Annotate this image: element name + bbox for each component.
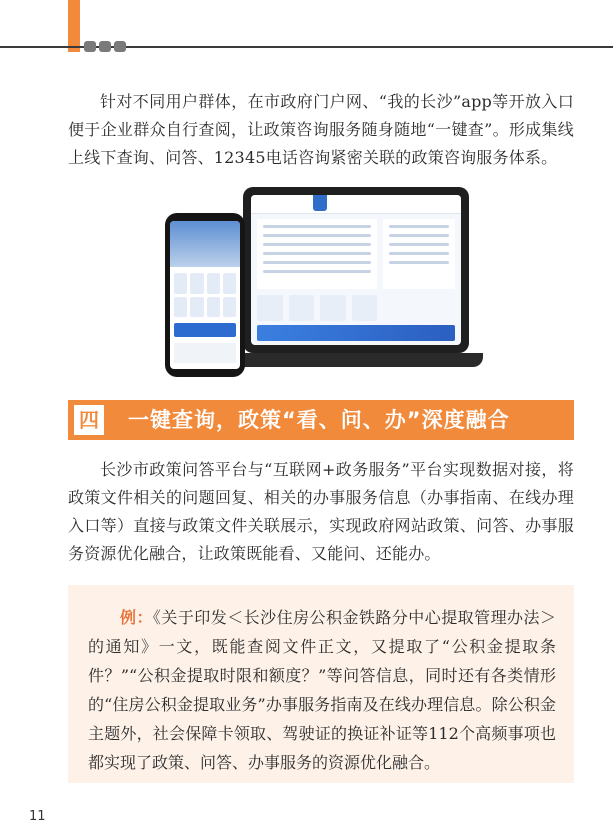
tablet-keyboard [235,353,483,367]
example-paragraph [88,603,556,777]
phone-screen [170,221,240,369]
dot [114,41,126,52]
tablet-banner [257,325,455,341]
tablet-topbar [251,195,461,214]
tablet-device [243,187,469,353]
page-number: 11 [29,809,46,824]
tablet-sidebar [383,219,455,289]
header-dots [84,41,126,52]
section-title: 一键查询，政策“看、问、办”深度融合 [128,408,510,432]
section-number: 四 [74,405,104,435]
intro-paragraph: 针对不同用户群体，在市政府门户网、“我的长沙”app等开放入口便于企业群众自行查阅，让政策咨询服务随身随地“一键查”。形成集线上线下查询、问答、12345电话咨询紧密关联的政策咨询服务体系。 [68,92,574,167]
phone-icon-grid [174,273,236,317]
tablet-list [257,219,377,289]
phone-device [165,213,245,377]
phone-city-banner [170,221,240,267]
section-heading [68,400,574,440]
phone-promo-banner [174,323,236,337]
body-paragraph: 长沙市政策问答平台与“互联网+政务服务”平台实现数据对接，将政策文件相关的问题回复、相关的办事服务信息（办事指南、在线办理入口等）直接与政策文件关联展示，实现政府网站政策、问答、办事服务资源优化融合，让政策既能看、又能问、还能办。 [68,460,574,563]
example-box [68,585,574,783]
app-screenshot-illustration [165,185,485,380]
example-text: 《关于印发＜长沙住房公积金铁路分中心提取管理办法＞的通知》一文，既能查阅文件正文，又提取了“公积金提取条件？”“公积金提取时限和额度？”等问答信息，同时还有各类情形的“住房公积金提取业务”办事服务指南及在线办理信息。除公积金主题外，社会保障卡领取、驾驶证的换证补证等112个高频事项也都实现了政策、问答、办事服务的资源优化融合。 [88,608,556,772]
tablet-icon-row [257,295,377,321]
example-label: 例： [120,608,153,627]
header-accent-bar [68,0,80,52]
dot [99,41,111,52]
dot [84,41,96,52]
phone-footer [174,343,236,363]
tablet-screen [251,195,461,345]
